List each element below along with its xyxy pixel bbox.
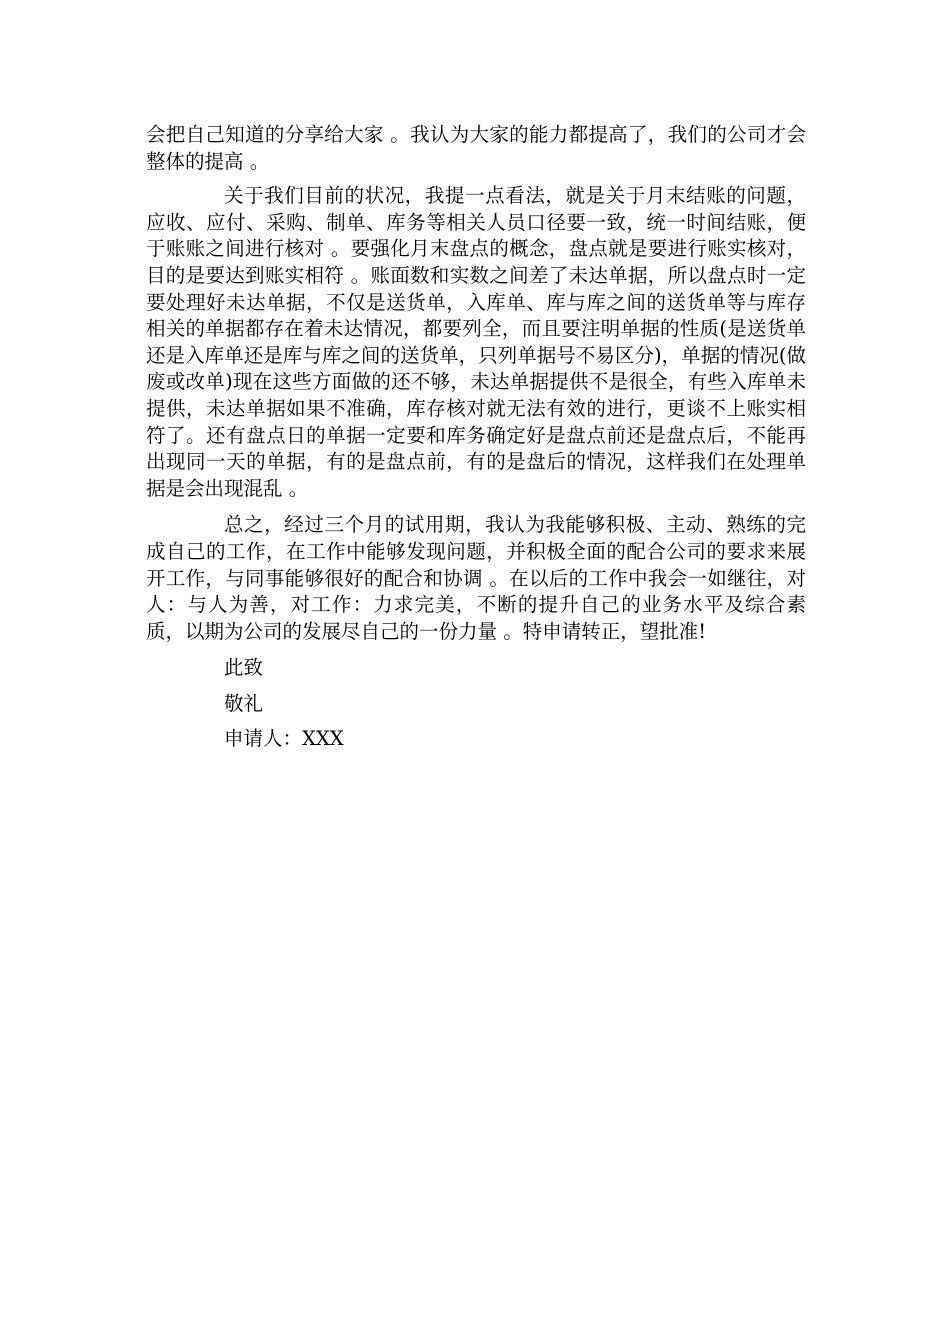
- paragraph-summary: 总之，经过三个月的试用期，我认为我能够积极、主动、熟练的完成自己的工作，在工作中能够发现问题，并积极全面的配合公司的要求来展开工作，与同事能够很好的配合和协调 。在以后的工作中我会一如继往，对人：与人为善，对工作：力求完美，不断的提升自己的业务水平及综合素质，以期为公司的发展尽自己的一份力量 。特申请转正，望批准!: [146, 513, 806, 643]
- applicant-signature-line: 申请人：XXX: [224, 727, 344, 751]
- paragraph-continuation: 会把自己知道的分享给大家 。我认为大家的能力都提高了，我们的公司才会整体的提高 。: [146, 123, 806, 173]
- paragraph-month-end-closing: 关于我们目前的状况，我提一点看法，就是关于月末结账的问题，应收、应付、采购、制单、库务等相关人员口径要一致，统一时间结账，便于账账之间进行核对 。要强化月末盘点的概念，盘点就是要进行账实核对，目的是要达到账实相符 。账面数和实数之间差了未达单据，所以盘点时一定要处理好未达单据，不仅是送货单，入库单、库与库之间的送货单等与库存相关的单据都存在着未达情况，都要列全，而且要注明单据的性质(是送货单还是入库单还是库与库之间的送货单，只列单据号不易区分)，单据的情况(做废或改单)现在这些方面做的还不够，未达单据提供不是很全，有些入库单未提供，未达单据如果不准确，库存核对就无法有效的进行，更谈不上账实相符了。还有盘点日的单据一定要和库务确定好是盘点前还是盘点后，不能再出现同一天的单据，有的是盘点前，有的是盘后的情况，这样我们在处理单据是会出现混乱 。: [146, 184, 806, 500]
- closing-salutation: 此致: [224, 656, 264, 680]
- document-page: [146, 122, 806, 753]
- closing-regards: 敬礼: [224, 691, 264, 715]
